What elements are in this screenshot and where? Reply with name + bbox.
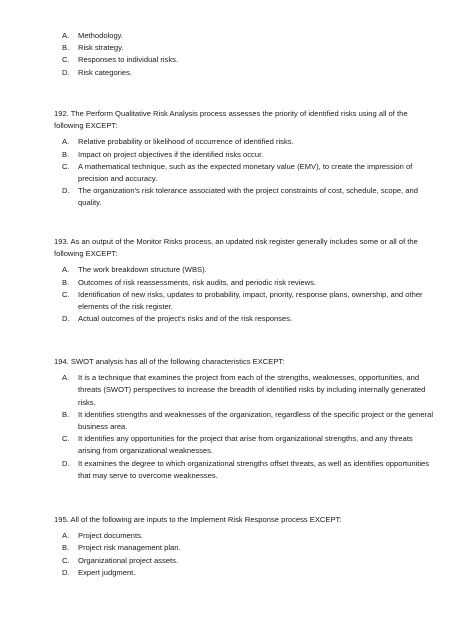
- option-a: A. Relative probability or likelihood of occurrence of identified risks.: [62, 137, 294, 147]
- option-c: C. Organizational project assets.: [62, 555, 179, 565]
- option-c: C. A mathematical technique, such as the expected monetary value (EMV), to create the impression of precision and accuracy.: [62, 161, 413, 184]
- option-d: D. Risk categories.: [62, 67, 133, 77]
- options-list: [54, 264, 434, 325]
- option-b: B. Risk strategy.: [62, 43, 124, 53]
- question-194: [54, 356, 434, 482]
- question-193: [54, 236, 434, 325]
- option-a: A. The work breakdown structure (WBS).: [62, 265, 207, 275]
- option-c: C. It identifies any opportunities for the project that arise from organizational strengths, and any threats arising from organizational weaknesses.: [62, 434, 413, 456]
- option-a: A. It is a technique that examines the project from each of the strengths, weaknesses, opportunities, and threats (SWOT) perspectives to increase the breadth of identified risks by including internally generated risks.: [62, 373, 426, 407]
- option-b: B. Project risk management plan.: [62, 543, 181, 553]
- question-text: 192. The Perform Qualitative Risk Analysis process assesses the priority of identified risks using all of the following EXCEPT:: [54, 109, 408, 131]
- options-list: [54, 530, 434, 579]
- question-192: [54, 108, 434, 210]
- option-c: C. Responses to individual risks.: [62, 55, 179, 65]
- option-d: D. Expert judgment.: [62, 567, 136, 577]
- option-b: B. Outcomes of risk reassessments, risk audits, and periodic risk reviews.: [62, 277, 317, 287]
- option-d: D. It examines the degree to which organizational strengths offset threats, as well as identifies opportunities that may serve to overcome weaknesses.: [62, 458, 430, 480]
- option-d: D. Actual outcomes of the project's risks and of the risk responses.: [62, 314, 293, 324]
- options-list: [54, 30, 434, 79]
- top-options-block: [54, 30, 434, 79]
- option-b: B. Impact on project objectives if the identified risks occur.: [62, 149, 264, 159]
- options-list: [54, 136, 434, 209]
- option-c: C. Identification of new risks, updates to probability, impact, priority, response plans, ownership, and other elements of the risk register.: [62, 289, 423, 312]
- option-a: A. Methodology.: [62, 31, 124, 40]
- question-text: 195. All of the following are inputs to the Implement Risk Response process EXCEPT:: [54, 515, 342, 524]
- option-b: B. It identifies strengths and weaknesses of the organization, regardless of the specific project or the general business area.: [62, 409, 434, 432]
- option-d: D. The organization's risk tolerance associated with the project constraints of cost, schedule, scope, and quality.: [62, 186, 418, 208]
- option-a: A. Project documents.: [62, 531, 143, 541]
- question-195: [54, 514, 434, 579]
- options-list: [54, 372, 434, 482]
- question-text: 194. SWOT analysis has all of the following characteristics EXCEPT:: [54, 357, 285, 366]
- question-text: 193. As an output of the Monitor Risks process, an updated risk register generally includes some or all of the following EXCEPT:: [54, 237, 418, 259]
